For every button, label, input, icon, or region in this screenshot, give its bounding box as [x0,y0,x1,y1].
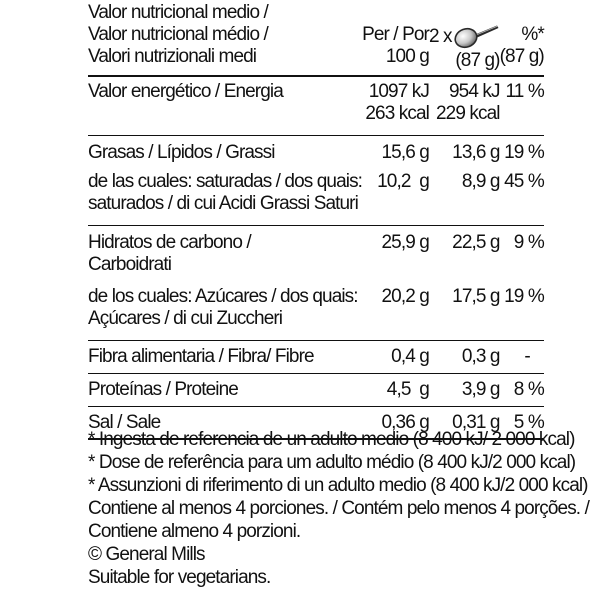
carbs-serving: 22,5 g [429,226,500,277]
energy-name: Valor energético / Energia [88,76,362,136]
portions-note: Contiene al menos 4 porciones. / Contém pelo menos 4 porções. / [88,498,589,519]
protein-serving: 3,9 g [429,374,500,407]
fibre-per: 0,4 g [362,341,429,374]
fibre-serving: 0,3 g [429,341,500,374]
fibre-row [88,341,544,374]
header-pct: %* (87 g) [499,24,544,67]
saturates-serving: 8,9 g [461,171,500,192]
carbs-row [88,226,544,277]
protein-per: 4,5 g [362,374,429,407]
saturates-row [88,164,544,226]
footnote-pt: * Dose de referência para um adulto médio (8 400 kJ/2 000 kcal) [88,452,576,473]
sugars-per: 20,2 g [381,286,429,307]
saturates-per: 10,2 g [377,171,429,192]
fibre-pct: - [500,341,544,374]
energy-pct: 11 % [500,76,544,136]
salt-per: 0,36 g [362,407,429,440]
carbs-per: 25,9 g [362,226,429,277]
sugars-serving: 17,5 g [452,286,500,307]
salt-serving: 0,31 g [429,407,500,440]
nutrition-table [88,2,544,440]
copyright: © General Mills [88,544,205,565]
sugars-pct: 19 % [504,286,544,307]
spoon-icon [454,24,500,50]
footnote-es: * Ingesta de referencia de un adulto medio (8 400 kJ/ 2 000 kcal) [88,429,575,450]
fat-name: Grasas / Lípidos / Grassi [88,136,362,165]
sugars-row [88,276,544,341]
protein-name: Proteínas / Proteine [88,374,362,407]
protein-row [88,374,544,407]
protein-pct: 8 % [500,374,544,407]
header-per: Per / Por 100 g [362,24,429,67]
salt-name: Sal / Sale [88,407,362,440]
energy-row [88,76,544,136]
energy-serving: 954 kJ 229 kcal [429,76,500,136]
saturates-name: de las cuales: saturadas / dos quais: saturados / di cui Acidi Grassi Saturi [88,171,363,214]
footnote-it: * Assunzioni di riferimento di un adulto medio (8 400 kJ/2 000 kcal) [88,475,588,496]
vegetarian-note: Suitable for vegetarians. [88,567,271,588]
carbs-name: Hidratos de carbono / Carboidrati [88,226,362,277]
salt-pct: 5 % [500,407,544,440]
portions-note-it: Contiene almeno 4 porzioni. [88,521,301,542]
footer-notes [88,428,589,589]
header-serving: 2 x (87 g) [428,26,500,71]
energy-per: 1097 kJ 263 kcal [362,76,429,136]
fat-serving: 13,6 g [429,136,500,165]
fat-pct: 19 % [500,136,544,165]
fat-row [88,136,544,165]
fibre-name: Fibra alimentaria / Fibra/ Fibre [88,341,362,374]
header-name: Valor nutricional medio / Valor nutricional médio / Valori nutrizionali medi [88,2,268,67]
header-row [88,2,544,76]
sugars-name: de los cuales: Azúcares / dos quais: Açúcares / di cui Zuccheri [88,286,358,329]
carbs-pct: 9 % [500,226,544,277]
saturates-pct: 45 % [504,171,544,192]
fat-per: 15,6 g [362,136,429,165]
